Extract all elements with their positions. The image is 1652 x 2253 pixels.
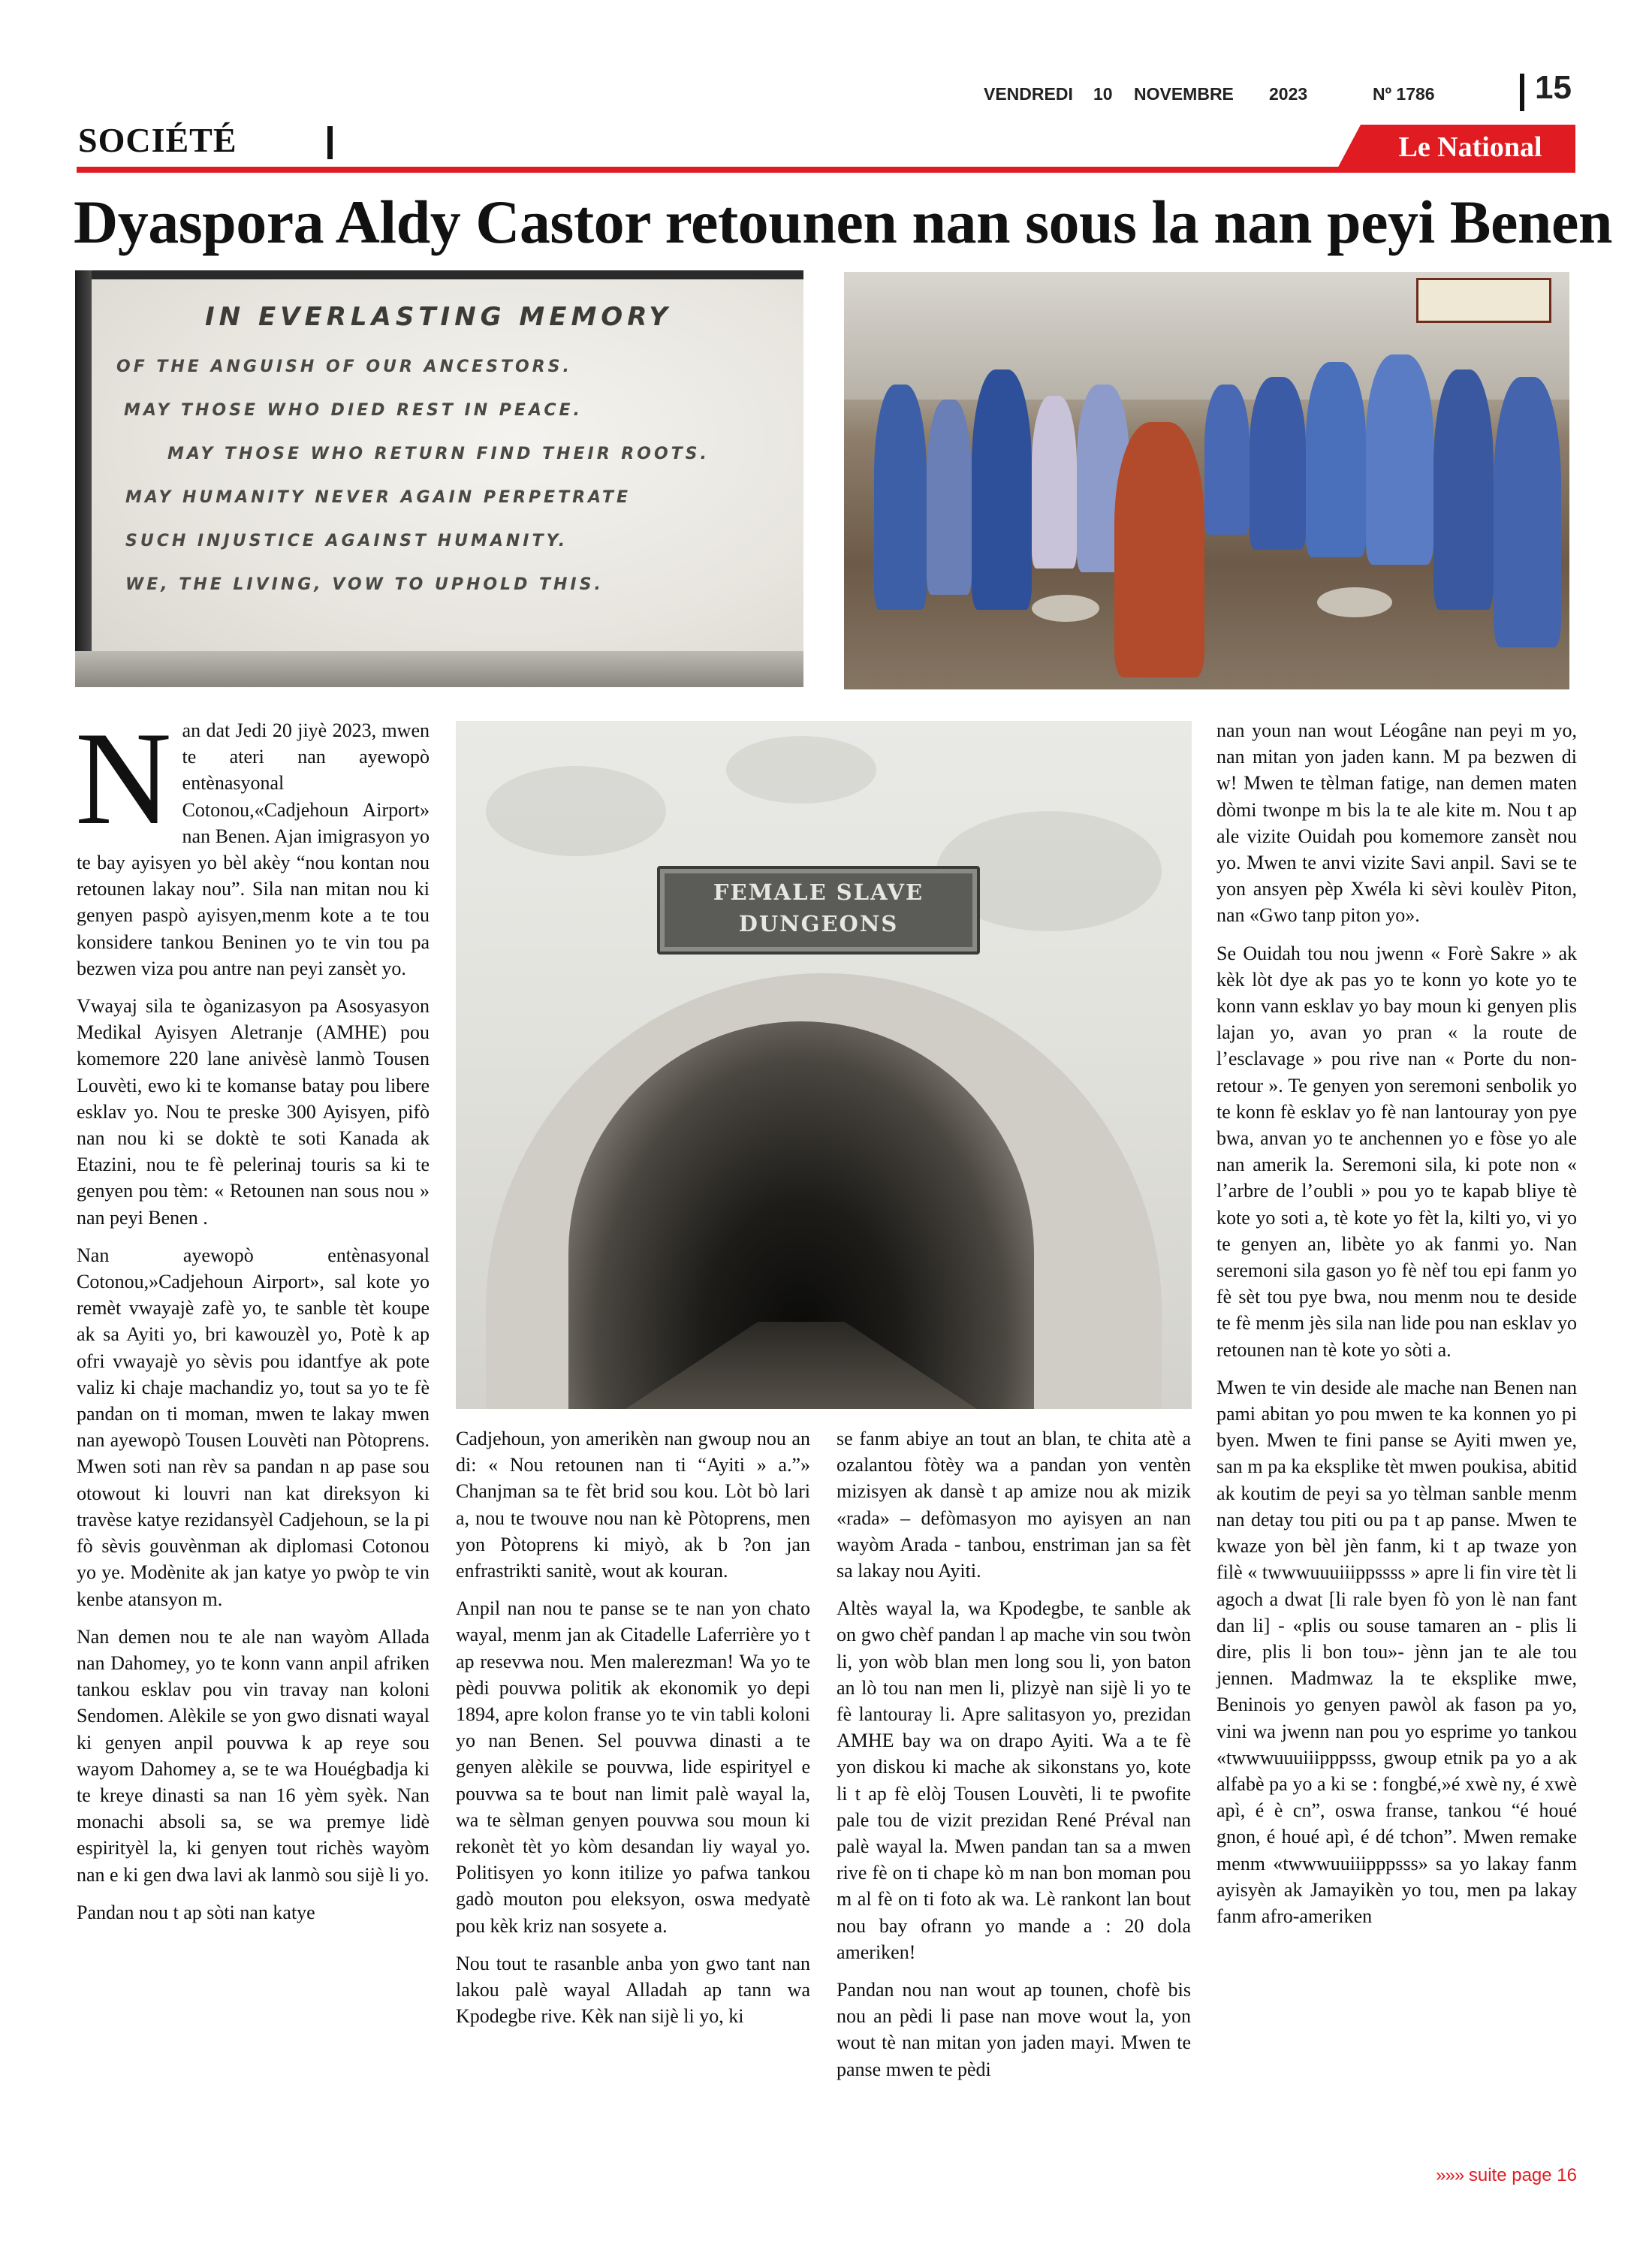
photo-figure bbox=[1494, 377, 1561, 647]
issue-date-number: 10 bbox=[1093, 84, 1113, 104]
wall-texture bbox=[726, 736, 876, 804]
issue-info bbox=[984, 81, 1532, 111]
memorial-plaque-photo bbox=[75, 270, 803, 687]
section-divider bbox=[327, 126, 333, 159]
drop-cap: N bbox=[75, 704, 172, 852]
plaque-line: IN EVERLASTING MEMORY bbox=[205, 302, 672, 332]
wall-texture bbox=[486, 766, 666, 856]
page-number: 15 bbox=[1535, 69, 1572, 106]
article-paragraph: Pandan nou nan wout ap tounen, chofè bis nou an pèdi li pase nan move wout la, yon wout tè nan mitan yon jaden mayi. Mwen te panse mwen te pèdi bbox=[837, 1979, 1191, 2080]
plaque-line: MAY HUMANITY NEVER AGAIN PERPETRATE bbox=[125, 488, 631, 507]
newspaper-name: Le National bbox=[1398, 131, 1542, 163]
article-paragraph: Vwayaj sila te òganizasyon pa Asosyasyon Medikal Ayisyen Aletranje (AMHE) pou komemore 220 lane anivèsè lanmò Tousen Louvèti, ewo ki te komanse batay pou libere esklav yo. Nou te preske 300 Ayisyen, pifò nan nou ki se doktè te soti Kanada ak Etazini, nou te fè pelerinaj touris sa ki te genyen pou tèm: « Retounen nan sous nou » nan peyi Benen . bbox=[77, 995, 430, 1229]
article-column-1 bbox=[75, 704, 430, 1937]
plaque-line: WE, THE LIVING, VOW TO UPHOLD THIS. bbox=[125, 575, 604, 594]
continued-page-number: 16 bbox=[1557, 2165, 1577, 2185]
article-paragraph: Anpil nan nou te panse se te nan yon chato wayal, menm jan ak Citadelle Laferrière yo t ap resevwa nou. Men malerezman! Wa yo te pèdi pouvwa politik ak ekonomik yo depi 1894, apre kolon franse yo te vin tabli koloni yo nan Benen. Sel pouvwa dinasti a te genyen alèkile se pouvwa, lide espirityel e pouvwa sa te bout nan limit palè wayal la, wa te sèlman genyen pouvwa sou moun ki rekonèt tèt yo kòm desandan liy wayal yo. Politisyen yo konn itilize yo pafwa tankou gadò mouton pou eleksyon, oswa medyatè pou kèk kriz nan sosyete a. bbox=[456, 1597, 810, 1937]
issue-day: VENDREDI bbox=[984, 84, 1073, 104]
plaque-line: OF THE ANGUISH OF OUR ANCESTORS. bbox=[116, 357, 572, 376]
page-number-divider bbox=[1520, 74, 1524, 111]
photo-wall-sign bbox=[1416, 278, 1551, 323]
article-headline: Dyaspora Aldy Castor retounen nan sous la nan peyi Benen bbox=[74, 188, 1612, 256]
article-paragraph: Mwen te vin deside ale mache nan Benen nan pami abitan yo pou mwen te ka konnen yo pi byen. Mwen te fini panse se Ayiti mwen ye, san m pa ka eksplike tèt mwen poukisa, abitid ak koutim de peyi sa yo tèlman sanble menm nan detay tou piti ou pa t ap panse. Mwen te kwaze yon bèl jèn fanm, ki t ap twaze yon filè « twwwuuuiiippssss » apre li fin vire tèt li agoch a dwat [li rale byen fò yon lè nan fant dan li] - «plis ou souse tamaren an - plis li dire, plis li bon tou»- jènn jan te ale tou jennen. Madmwaz la te eksplike mwe, Beninois yo genyen pawòl ak fason pa yo, vini wa jwenn nan pou yo esprime yo tankou «twwwuuuiiipppsss, gwoup etnik pa yo a ak alfabè pa yo a ki se : fongbé,»é xwè ny, é xwè apì, é è cn”, oswa franse, tankou “é houé gnon, é houé apì, é dé tchon”. Mwen remake menm «twwwuuiiipppsss» sa yo lakay fanm ayisyèn ak Jamayikèn yo tou, men pa lakay fanm afro-ameriken bbox=[1216, 1376, 1577, 1927]
photo-figure bbox=[927, 400, 972, 595]
article-column-2 bbox=[456, 1425, 810, 2040]
photo-figure bbox=[1366, 354, 1433, 565]
article-paragraph: Cadjehoun, yon amerikèn nan gwoup nou an di: « Nou retounen nan ti “Ayiti » a.”» Chanjman sa te fèt brid sou kou. Lòt bò lari a, nou te twouve nou nan kè Pòtoprens, men yon Pòtoprens ki miyò, ak b ?on jan enfrastrikti sanitè, wout ak kouran. bbox=[456, 1428, 810, 1582]
article-paragraph: Pandan nou t ap sòti nan katye bbox=[77, 1901, 315, 1923]
plaque-inscription bbox=[116, 302, 792, 619]
continued-text: suite page bbox=[1468, 2165, 1552, 2185]
slave-dungeon-photo bbox=[456, 721, 1192, 1409]
photo-figure bbox=[1306, 362, 1366, 557]
ceremony-crowd-photo bbox=[844, 272, 1569, 689]
photo-figure bbox=[972, 369, 1032, 610]
article-column-4 bbox=[1216, 717, 1577, 1941]
photo-figure bbox=[1433, 369, 1494, 610]
photo-offering-bowl bbox=[1032, 595, 1099, 622]
photo-figure bbox=[1204, 385, 1250, 535]
continued-on-link[interactable] bbox=[1374, 2165, 1577, 2186]
plaque-line: SUCH INJUSTICE AGAINST HUMANITY. bbox=[125, 532, 568, 550]
article-paragraph: nan youn nan wout Léogâne nan peyi m yo, nan mitan yon jaden kann. M pa bezwen di w! Mwen te tèlman fatige, nan demen maten dòmi twonpe m bis la te ale kite m. Nou t ap ale vizite Ouidah pou komemore zansèt nou yo. Mwen te anvi vizite Savi anpil. Savi se te yon ansyen pèp Xwéla ki sèvi koulèv Piton, nan «Gwo tanp piton yo». bbox=[1216, 719, 1577, 927]
photo-figure bbox=[874, 385, 927, 610]
issue-month: NOVEMBRE bbox=[1134, 84, 1234, 104]
article-paragraph: an dat Jedi 20 jiyè 2023, mwen te ateri nan ayewopò entènasyonal Cotonou,«Cadjehoun Airport» nan Benen. Ajan imigrasyon yo te bay ayisyen yo bèl akèy “nou kontan nou retounen lakay nou”. Sila nan mitan nou ki genyen paspò ayisyen,menm kote a te tou konsidere tankou Beninen yo te vin tou pa bezwen viza pou antre nan peyi zansèt yo. bbox=[77, 719, 430, 979]
dungeon-sign-line: FEMALE SLAVE bbox=[713, 879, 924, 905]
photo-offering-bowl bbox=[1317, 587, 1392, 617]
article-paragraph: Nan ayewopò entènasyonal Cotonou,»Cadjehoun Airport», sal kote yo remèt vwayajè zafè yo, te sanble tèt koupe ak sa Ayiti yo, bri kawouzèl yo, Potè k ap ofri vwayajè yo sèvis pou idantfye ak pote valiz ki chaje machandiz yo, tout sa yo te fè pandan on ti moman, mwen te lakay mwen nan ayewopò Tousen Louvèti nan Pòtoprens. Mwen soti nan rèv sa pandan n ap pase sou otowout ki louvri nan kat direksyon ki travèse katye rezidansyèl Cadjehoun, se la pi fò sèvis gouvènman ak diplomasi Cotonou yo ye. Modènite ak jan katye yo pwòp te vin kenbe atansyon m. bbox=[77, 1244, 430, 1610]
dungeon-sign bbox=[657, 866, 980, 955]
continued-arrows: »»» bbox=[1436, 2165, 1464, 2185]
section-label: SOCIÉTÉ bbox=[78, 121, 237, 159]
photo-figure bbox=[1250, 377, 1306, 550]
dungeon-sign-line: DUNGEONS bbox=[738, 911, 899, 936]
article-paragraph: se fanm abiye an tout an blan, te chita atè a ozalantou fòtèy wa a pandan yon ventèn mizisyen ak dansè t ap amize nou ak mizik «rada» – defòmasyon mo ayisyen an nan wayòm Arada - tanbou, enstriman jan sa fèt sa lakay nou Ayiti. bbox=[837, 1428, 1191, 1582]
photo-figure bbox=[1114, 422, 1204, 677]
header-rule bbox=[77, 167, 1575, 173]
photo-figure bbox=[1032, 396, 1077, 569]
plaque-line: MAY THOSE WHO RETURN FIND THEIR ROOTS. bbox=[167, 445, 710, 463]
article-paragraph: Altès wayal la, wa Kpodegbe, te sanble ak on gwo chèf pandan l ap mache vin sou twòn li, yon wòb blan men long sou li, yon baton an lò tou nan men li, plizyè nan sijè li yo te fè lantouray li. Apre salitasyon yo, prezidan AMHE bay wa on drapo Ayiti. Wa a te fè yon diskou ki mache ak sikonstans yo, kote li t ap fè elòj Tousen Louvèti, li te pwofite pale tou de vizit prezidan René Préval nan palè wayal la. Mwen pandan tan sa a mwen rive fè on ti chape kò m nan bon moman pou m al fè on ti foto ak wa. Lè rankont lan bout nou bay ofrann yo mande a : 20 dola ameriken! bbox=[837, 1597, 1191, 1963]
issue-number: Nº 1786 bbox=[1373, 84, 1435, 104]
article-paragraph: Se Ouidah tou nou jwenn « Forè Sakre » ak kèk lòt dye ak pas yo te konn yo kote yo te konn vann esklav yo bay moun ki genyen plis lajan yo, avan yo pran « la route de l’esclavage » pou rive nan « Porte du non-retour ». Te genyen yon seremoni senbolik yo te konn fè esklav yo fè nan lantouray yon pye bwa, anvan yo te anchennen yo e fòse yo ale nan amerik la. Seremoni sila, ki pote non « l’arbre de l’oubli » pou yo te kapab bliye tè kote yo soti a, tè kote yo fèt la, kilti yo, vi yo te genyen an, libète yo ak fanmi yo. Nan seremoni sila gason yo fè nèf tou epi fanm yo fè sèt tou pye bwa, nou menm nou te deside te fè menm jès sila nan lide pou nan esklav yo retounen nan tè kote yo sòti a. bbox=[1216, 942, 1577, 1361]
issue-year: 2023 bbox=[1269, 84, 1308, 104]
plaque-line: MAY THOSE WHO DIED REST IN PEACE. bbox=[124, 401, 583, 420]
article-column-3 bbox=[837, 1425, 1191, 2094]
article-paragraph: Nou tout te rasanble anba yon gwo tant nan lakou palè wayal Alladah ap tann wa Kpodegbe rive. Kèk nan sijè li yo, ki bbox=[456, 1952, 810, 2028]
article-paragraph: Nan demen nou te ale nan wayòm Allada nan Dahomey, yo te konn vann anpil afriken tankou esklav pou vin travay nan koloni Sendomen. Alèkile se yon gwo disnati wayal ki genyen anpil pouvwa k ap reye sou wayom Dahomey a, se te wa Houégbadja ki te kreye dinasti sa nan 16 yèm syèk. Nan monachi absoli sa, se wa premye lidè espirityèl la, ki genyen tout richès wayòm nan e ki gen dwa lavi ak lanmò sou sijè li yo. bbox=[77, 1625, 430, 1886]
